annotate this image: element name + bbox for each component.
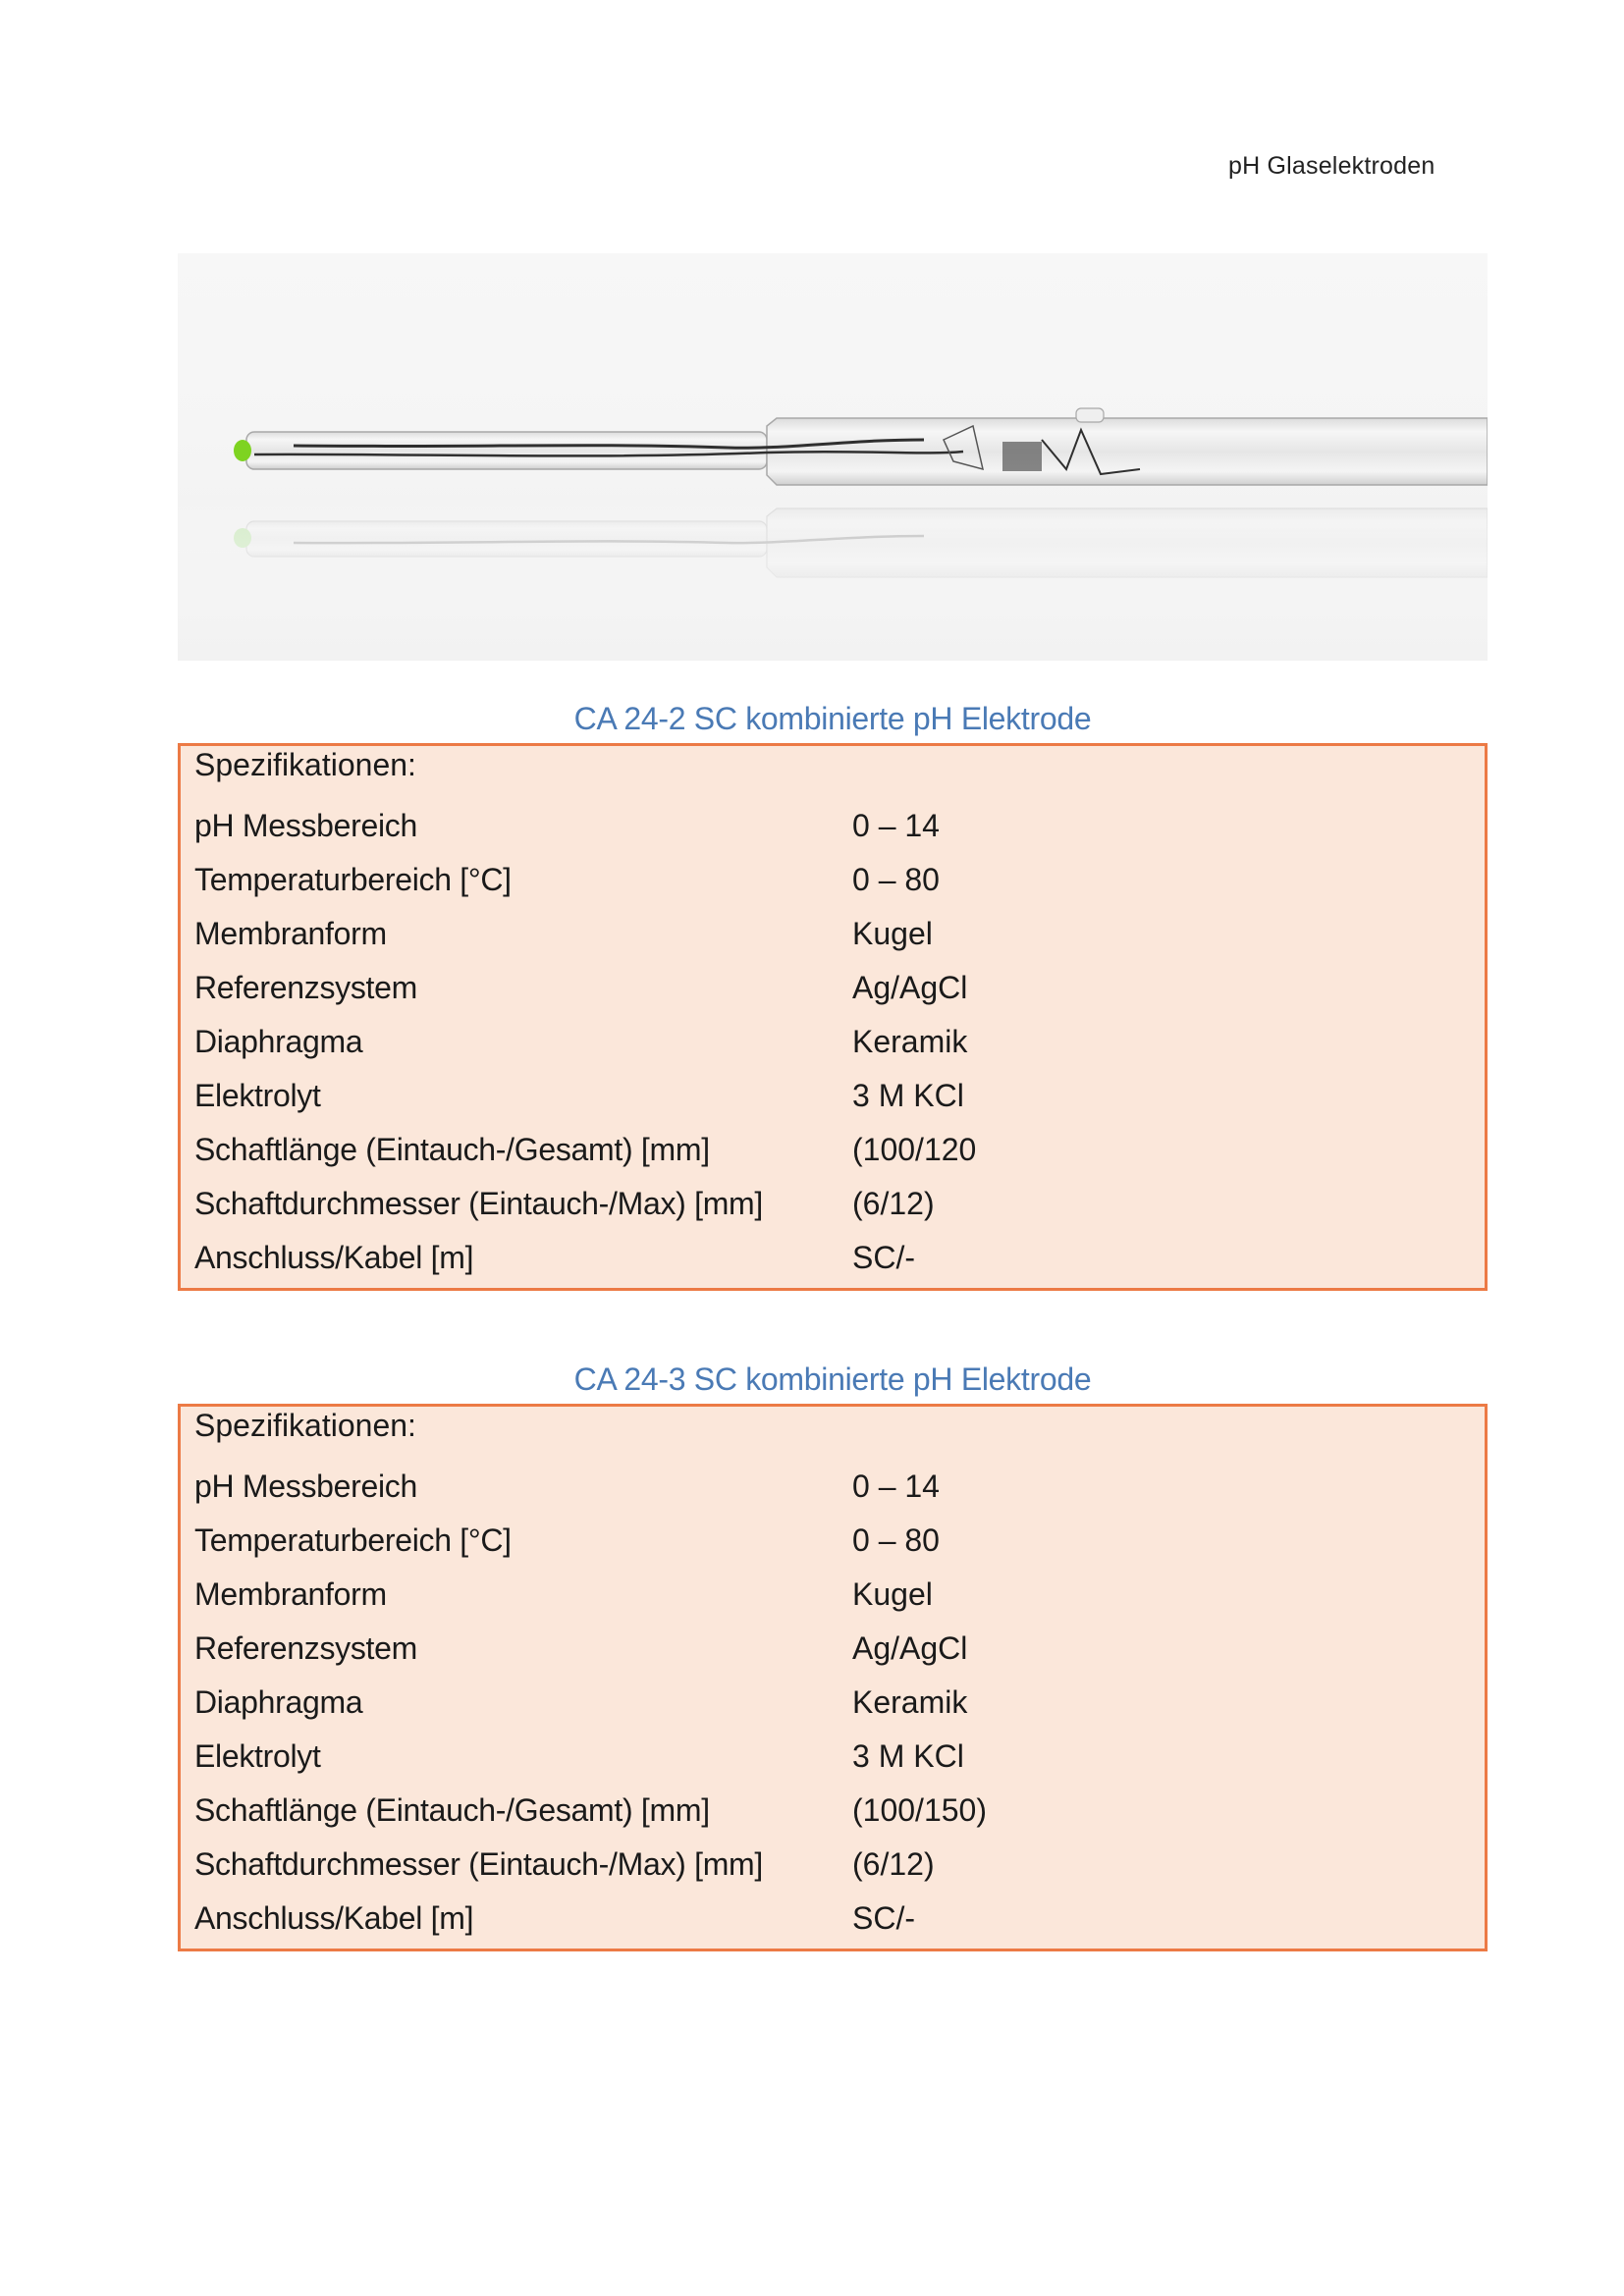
spec-label: Schaftdurchmesser (Eintauch-/Max) [mm] bbox=[194, 1186, 763, 1221]
spec-value: Kugel bbox=[852, 1576, 933, 1612]
spec-label: Schaftlänge (Eintauch-/Gesamt) [mm] bbox=[194, 1132, 710, 1167]
spec-box bbox=[178, 743, 1488, 1291]
spec-label: Elektrolyt bbox=[194, 1738, 321, 1774]
spec-label: Diaphragma bbox=[194, 1684, 363, 1720]
spec-label: Elektrolyt bbox=[194, 1078, 321, 1113]
spec-heading: Spezifikationen: bbox=[194, 747, 416, 782]
spec-label: Temperaturbereich [°C] bbox=[194, 1522, 512, 1558]
spec-row bbox=[194, 1460, 1475, 1514]
spec-row bbox=[194, 1568, 1475, 1622]
spec-label: pH Messbereich bbox=[194, 1468, 418, 1504]
spec-value: (6/12) bbox=[852, 1846, 935, 1882]
spec-value: (100/150) bbox=[852, 1792, 987, 1828]
spec-value: Keramik bbox=[852, 1684, 968, 1720]
spec-value: 3 M KCl bbox=[852, 1738, 964, 1774]
spec-value: 3 M KCl bbox=[852, 1078, 964, 1113]
spec-label: Referenzsystem bbox=[194, 1630, 417, 1666]
spec-box bbox=[178, 1404, 1488, 1951]
product-title: CA 24-2 SC kombinierte pH Elektrode bbox=[573, 701, 1092, 736]
spec-row bbox=[194, 1069, 1475, 1123]
spec-value: (6/12) bbox=[852, 1186, 935, 1221]
spec-row bbox=[194, 907, 1475, 961]
spec-value: 0 – 80 bbox=[852, 862, 940, 897]
electrode-body bbox=[234, 408, 1488, 485]
spec-row bbox=[194, 1622, 1475, 1676]
spec-value: SC/- bbox=[852, 1240, 915, 1275]
spec-label: Referenzsystem bbox=[194, 970, 417, 1005]
spec-row bbox=[194, 1231, 1475, 1285]
spec-row bbox=[194, 1838, 1475, 1892]
spec-heading: Spezifikationen: bbox=[194, 1408, 416, 1443]
spec-label: Anschluss/Kabel [m] bbox=[194, 1240, 474, 1275]
spec-label: Membranform bbox=[194, 916, 387, 951]
spec-row bbox=[194, 1730, 1475, 1784]
spec-label: Anschluss/Kabel [m] bbox=[194, 1900, 474, 1936]
spec-row bbox=[194, 1892, 1475, 1946]
spec-row bbox=[194, 799, 1475, 853]
spec-value: Kugel bbox=[852, 916, 933, 951]
spec-value: SC/- bbox=[852, 1900, 915, 1936]
spec-label: pH Messbereich bbox=[194, 808, 418, 843]
spec-label: Schaftlänge (Eintauch-/Gesamt) [mm] bbox=[194, 1792, 710, 1828]
spec-row bbox=[194, 1784, 1475, 1838]
spec-row bbox=[194, 961, 1475, 1015]
spec-row bbox=[194, 853, 1475, 907]
spec-label: Diaphragma bbox=[194, 1024, 363, 1059]
spec-label: Membranform bbox=[194, 1576, 387, 1612]
spec-value: (100/120 bbox=[852, 1132, 977, 1167]
spec-row bbox=[194, 1015, 1475, 1069]
spec-value: Ag/AgCl bbox=[852, 970, 968, 1005]
spec-row bbox=[194, 1514, 1475, 1568]
spec-label: Temperaturbereich [°C] bbox=[194, 862, 512, 897]
spec-value: Ag/AgCl bbox=[852, 1630, 968, 1666]
product-photo bbox=[178, 253, 1488, 661]
running-header: pH Glaselektroden bbox=[1228, 152, 1435, 180]
product-title: CA 24-3 SC kombinierte pH Elektrode bbox=[573, 1362, 1092, 1397]
spec-value: 0 – 14 bbox=[852, 808, 940, 843]
spec-row bbox=[194, 1177, 1475, 1231]
spec-value: Keramik bbox=[852, 1024, 968, 1059]
electrode-illustration bbox=[178, 253, 1488, 661]
spec-row bbox=[194, 1676, 1475, 1730]
green-membrane-tip bbox=[234, 440, 251, 461]
spec-row bbox=[194, 1123, 1475, 1177]
spec-value: 0 – 14 bbox=[852, 1468, 940, 1504]
spec-value: 0 – 80 bbox=[852, 1522, 940, 1558]
spec-label: Schaftdurchmesser (Eintauch-/Max) [mm] bbox=[194, 1846, 763, 1882]
